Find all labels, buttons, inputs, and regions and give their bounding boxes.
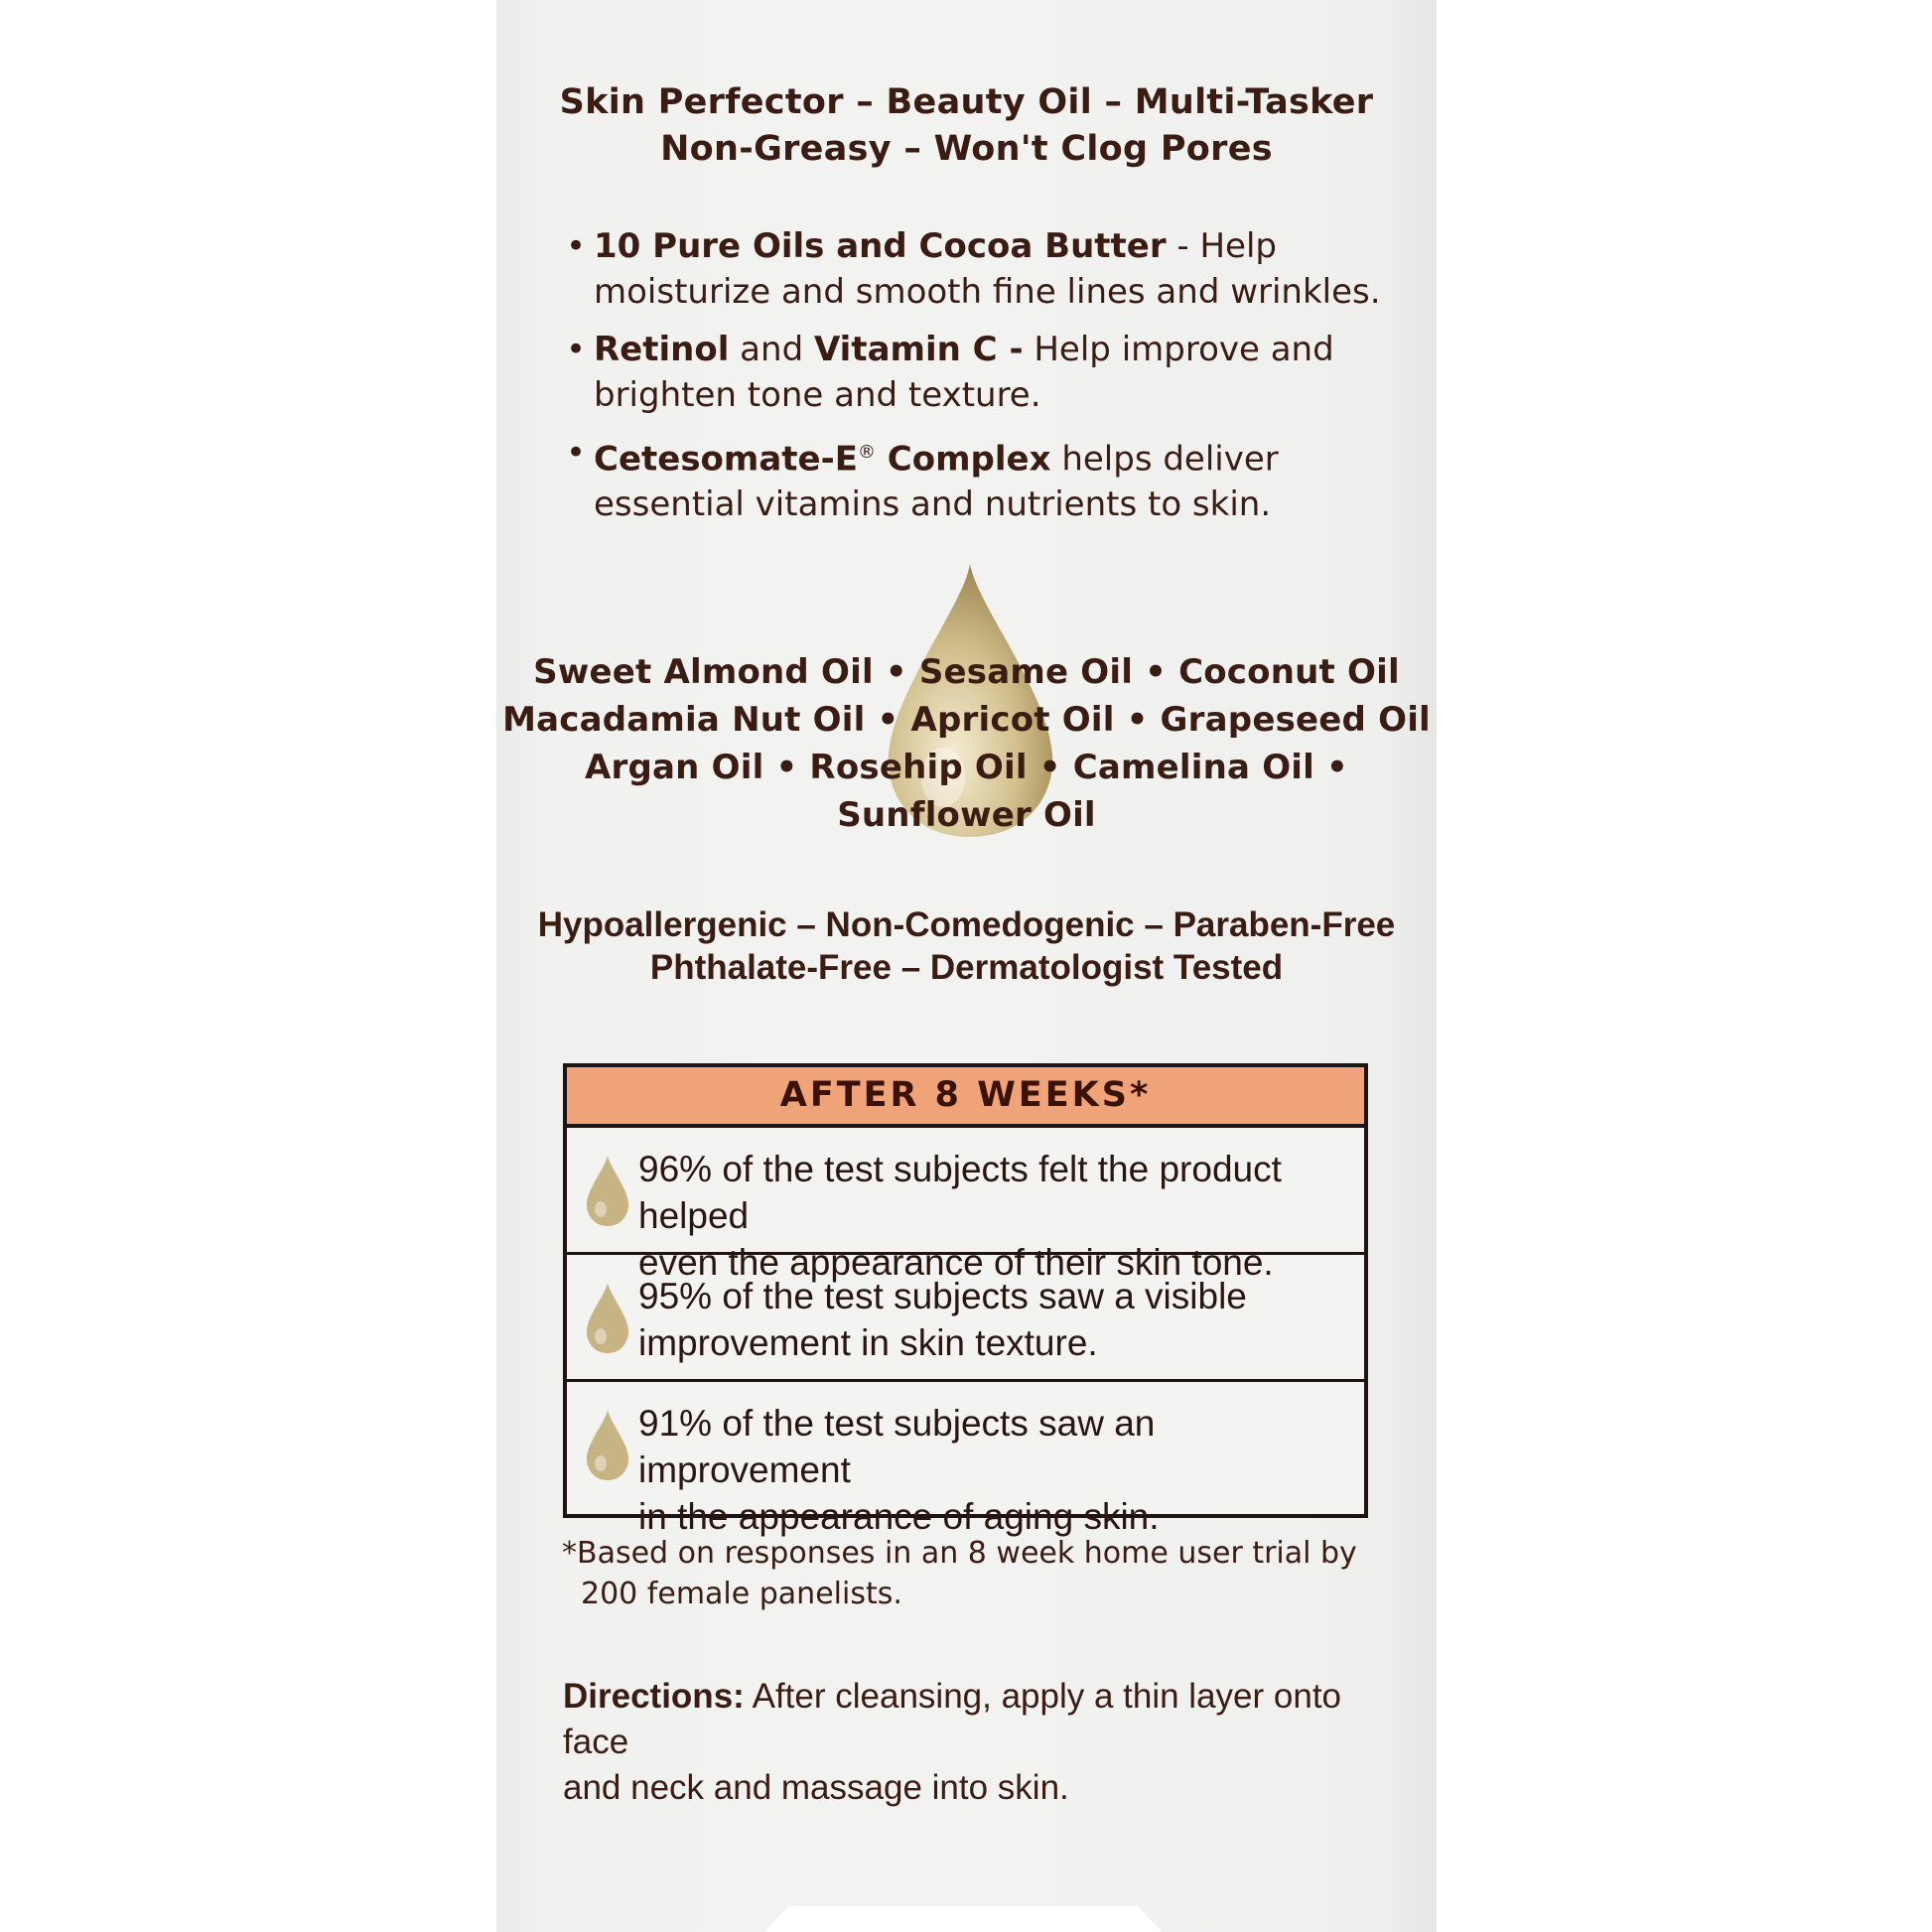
headline-line-1: Skin Perfector – Beauty Oil – Multi-Tasker bbox=[559, 82, 1374, 122]
benefit-text: moisturize and smooth fine lines and wrinkles. bbox=[594, 272, 1381, 312]
oil-list-line: Argan Oil • Rosehip Oil • Camelina Oil • Sunflower Oil bbox=[585, 748, 1348, 835]
claims-line: Phthalate-Free – Dermatologist Tested bbox=[649, 948, 1284, 987]
result-text bbox=[638, 1400, 1354, 1540]
bullet-icon: • bbox=[566, 433, 587, 473]
oil-drop-icon bbox=[585, 1156, 630, 1227]
benefit-text: brighten tone and texture. bbox=[594, 375, 1041, 415]
benefit-item bbox=[564, 223, 1388, 315]
headline-line-2: Non-Greasy – Won't Clog Pores bbox=[660, 129, 1273, 169]
footnote-line: *Based on responses in an 8 week home user trial by bbox=[562, 1536, 1357, 1571]
result-text-line: improvement in skin texture. bbox=[638, 1322, 1098, 1363]
result-row bbox=[567, 1255, 1364, 1382]
result-row bbox=[567, 1128, 1364, 1283]
oil-list-line: Sweet Almond Oil • Sesame Oil • Coconut Oil bbox=[533, 652, 1400, 692]
claims-line: Hypoallergenic – Non-Comedogenic – Paraben-Free bbox=[537, 905, 1396, 944]
result-row bbox=[567, 1382, 1364, 1537]
oil-drop-icon bbox=[585, 1283, 630, 1354]
oil-drop-icon bbox=[585, 1410, 630, 1481]
benefit-title: 10 Pure Oils and Cocoa Butter bbox=[594, 226, 1167, 266]
benefit-text: - Help bbox=[1166, 226, 1278, 266]
directions-label: Directions: bbox=[563, 1677, 745, 1716]
benefit-text: and bbox=[729, 330, 814, 369]
benefit-item bbox=[564, 430, 1388, 527]
directions bbox=[563, 1674, 1387, 1811]
result-text-line: in the appearance of aging skin. bbox=[638, 1496, 1160, 1537]
benefit-text: essential vitamins and nutrients to skin. bbox=[594, 484, 1272, 525]
oil-list-line: Macadamia Nut Oil • Apricot Oil • Grapeseed Oil bbox=[502, 700, 1431, 740]
directions-text: and neck and massage into skin. bbox=[563, 1768, 1069, 1807]
results-box bbox=[563, 1063, 1368, 1537]
result-text-line: 95% of the test subjects saw a visible bbox=[638, 1276, 1247, 1316]
benefit-title: Complex bbox=[875, 439, 1051, 480]
result-text-line: 96% of the test subjects felt the product helped bbox=[638, 1149, 1282, 1236]
benefit-text: Help improve and bbox=[1023, 330, 1334, 369]
bullet-icon: • bbox=[566, 226, 587, 266]
benefit-text: helps deliver bbox=[1050, 439, 1279, 480]
benefit-list bbox=[564, 223, 1388, 539]
package-bottom-tab bbox=[764, 1906, 1162, 1932]
benefit-title: Cetesomate-E bbox=[594, 439, 858, 480]
benefit-item bbox=[564, 327, 1388, 418]
results-title: AFTER 8 WEEKS* bbox=[567, 1067, 1364, 1128]
bullet-icon: • bbox=[566, 330, 587, 369]
benefit-title: Vitamin C - bbox=[813, 330, 1024, 369]
oil-list bbox=[496, 648, 1437, 839]
product-claims bbox=[496, 903, 1437, 989]
directions-text: After cleansing, apply a thin layer onto face bbox=[563, 1677, 1342, 1761]
result-text bbox=[638, 1273, 1354, 1366]
result-text-line: 91% of the test subjects saw an improvement bbox=[638, 1403, 1156, 1490]
registered-mark: ® bbox=[857, 442, 876, 463]
footnote bbox=[562, 1533, 1376, 1614]
benefit-title: Retinol bbox=[594, 330, 730, 369]
result-text-line: even the appearance of their skin tone. bbox=[638, 1242, 1274, 1283]
footnote-line: 200 female panelists. bbox=[581, 1577, 902, 1611]
